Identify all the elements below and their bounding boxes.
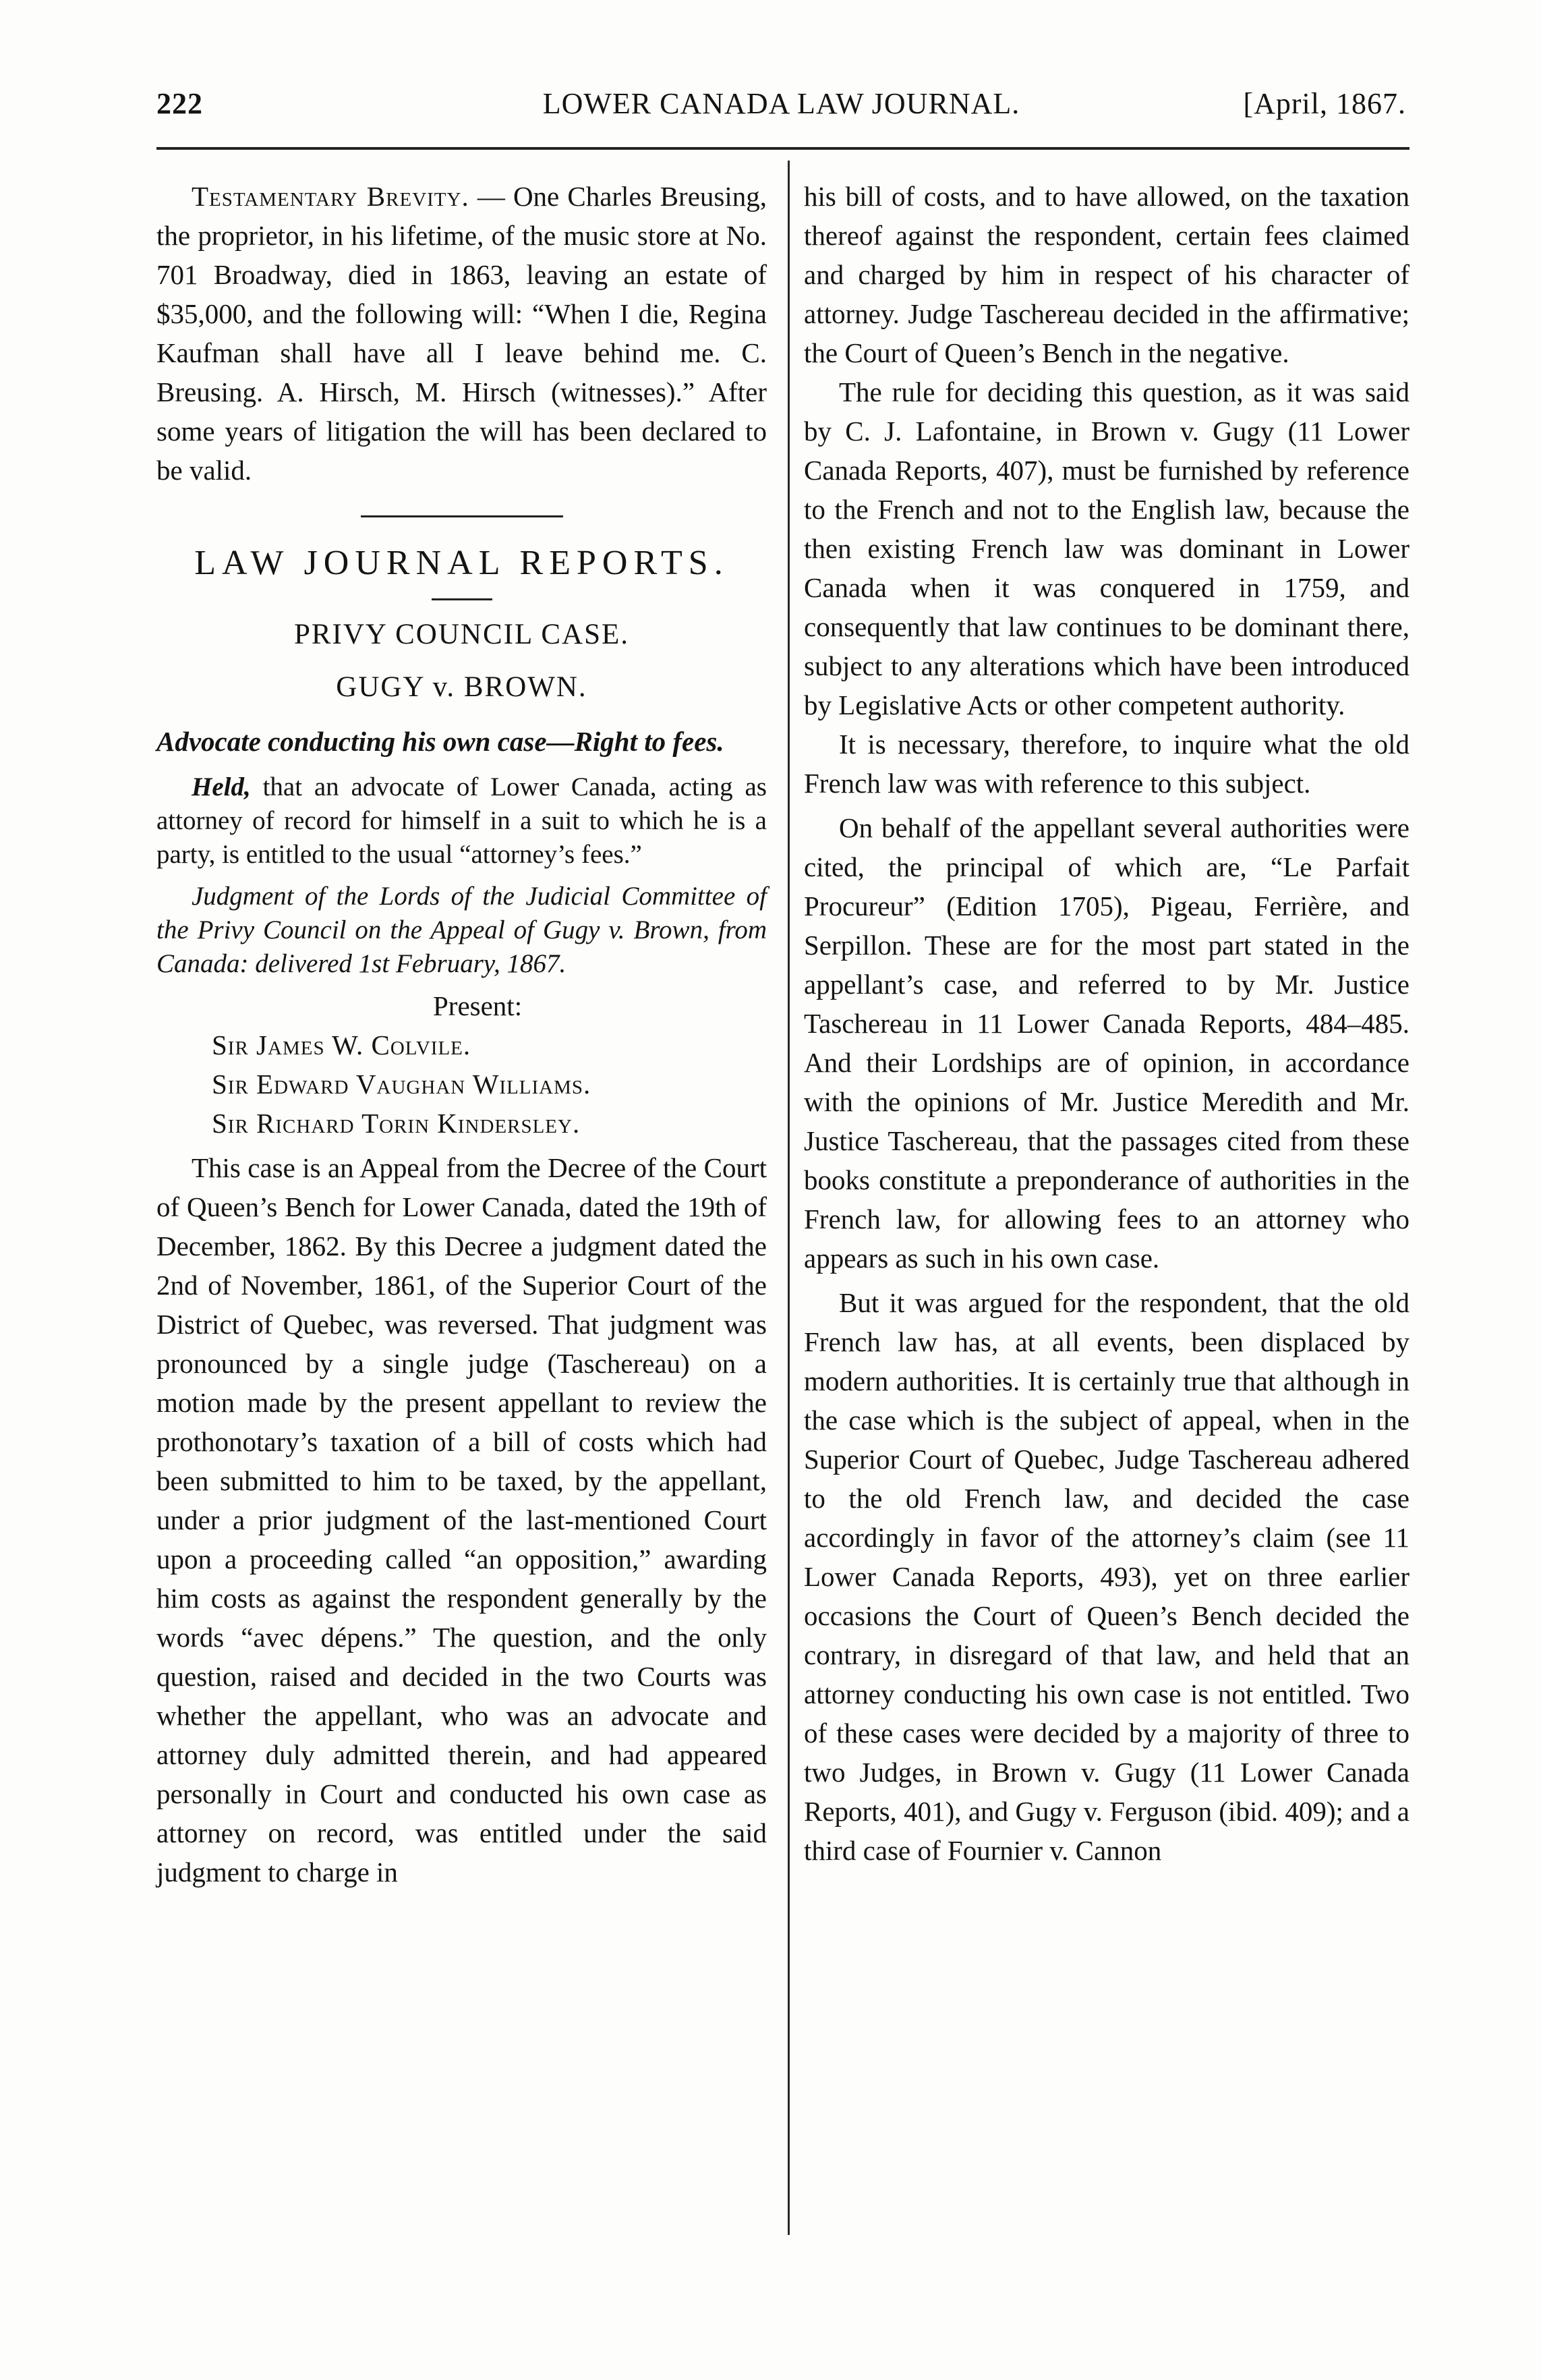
rule-paragraph: The rule for deciding this question, as it was said by C. J. Lafontaine, in Brown v. Gugy (11 Lower Canada Reports, 407), must be furnished by reference to the French and not to the English law, because the then existing French law was dominant in Lower Canada when it was conquered in 1759, and consequently that law continues to be dominant there, subject to any alterations which have been introduced by Legislative Acts or other competent authority. [804,376,1409,720]
continuation-paragraph: his bill of costs, and to have allowed, on the taxation thereof against the respondent, certain fees claimed and charged by him in respect of his character of attorney. Judge Taschereau decided in the affirmative; the Court of Queen’s Bench in the negative. [804,181,1409,368]
reports-title: LAW JOURNAL REPORTS. [194,544,729,582]
headnote: Advocate conducting his own case—Right to fees. [156,726,724,757]
judge-name: Sir Edward Vaughan Williams. [212,1069,591,1100]
held-paragraph [156,770,767,872]
held-text: that an advocate of Lower Canada, acting as attorney of record for himself in a suit to which he is a party, is entitled to the usual “attorney’s fees.” [156,772,767,869]
journal-title: LOWER CANADA LAW JOURNAL. [542,87,1020,120]
title-rule [432,598,492,600]
right-column [804,177,1409,1870]
brevity-text: — One Charles Breusing, the proprietor, in his lifetime, of the music store at No. 701 Broadway, died in 1863, leaving an estate of $35,000, and the following will: “When I die, Regina Kaufman shall have all I leave behind me. C. Breusing. A. Hirsch, M. Hirsch (witnesses).” After some years of litigation the will has been declared to be valid. [156,181,767,486]
left-column [156,177,767,1892]
column-divider [788,161,790,2235]
case-name: GUGY v. BROWN. [336,671,587,703]
brevity-heading: Testamentary Brevity. [192,181,469,212]
present-label: Present: [433,990,523,1021]
testamentary-brevity-paragraph [156,177,767,490]
running-header [156,86,1406,134]
judgment-line: Judgment of the Lords of the Judicial Committee of the Privy Council on the Appeal of Gugy v. Brown, from Canada: delivered 1st February, 1867. [156,882,767,978]
section-rule [361,515,563,517]
judge-name: Sir Richard Torin Kindersley. [212,1108,581,1139]
held-lead: Held, [192,772,251,801]
page-number: 222 [156,87,203,120]
authorities-paragraph: On behalf of the appellant several authorities were cited, the principal of which are, “Le Parfait Procureur” (Edition 1705), Pigeau, Ferrière, and Serpillon. These are for the most part stated in the appellant’s case, and referred to by Mr. Justice Taschereau in 11 Lower Canada Reports, 484–485. And their Lordships are of opinion, in accordance with the opinions of Mr. Justice Meredith and Mr. Justice Taschereau, that the passages cited from these books constitute a preponderance of authorities in the French law, for allowing fees to an attorney who appears as such in his own case. [804,812,1409,1274]
judges-list [156,1025,767,1143]
argument-paragraph: But it was argued for the respondent, that the old French law has, at all events, been displaced by modern authorities. It is certainly true that although in the case which is the subject of appeal, when in the Superior Court of Quebec, Judge Taschereau adhered to the old French law, and decided the case accordingly in favor of the attorney’s claim (see 11 Lower Canada Reports, 493), yet on three earlier occasions the Court of Queen’s Bench decided the contrary, in disregard of that law, and held that an attorney conducting his own case is not entitled. Two of these cases were decided by a majority of three to two Judges, in Brown v. Gugy (11 Lower Canada Reports, 401), and Gugy v. Ferguson (ibid. 409); and a third case of Fournier v. Cannon [804,1287,1409,1866]
judge-name: Sir James W. Colvile. [212,1029,471,1060]
issue-date: [April, 1867. [1243,87,1406,120]
header-rule [156,147,1409,150]
opinion-paragraph: This case is an Appeal from the Decree of the Court of Queen’s Bench for Lower Canada, dated the 19th of December, 1862. By this Decree a judgment dated the 2nd of November, 1861, of the Superior Court of the District of Quebec, was reversed. That judgment was pronounced by a single judge (Taschereau) on a motion made by the present appellant to review the prothonotary’s taxation of a bill of costs which had been submitted to him to be taxed, by the appellant, under a prior judgment of the last-mentioned Court upon a proceeding called “an opposition,” awarding him costs as against the respondent generally by the words “avec dépens.” The question, and the only question, raised and decided in the two Courts was whether the appellant, who was an advocate and attorney duly admitted therein, and had appeared personally in Court and conducted his own case as attorney on record, was entitled under the said judgment to charge in [156,1152,767,1888]
inquiry-paragraph: It is necessary, therefore, to inquire what the old French law was with reference to this subject. [804,729,1409,799]
case-heading: PRIVY COUNCIL CASE. [293,619,630,650]
